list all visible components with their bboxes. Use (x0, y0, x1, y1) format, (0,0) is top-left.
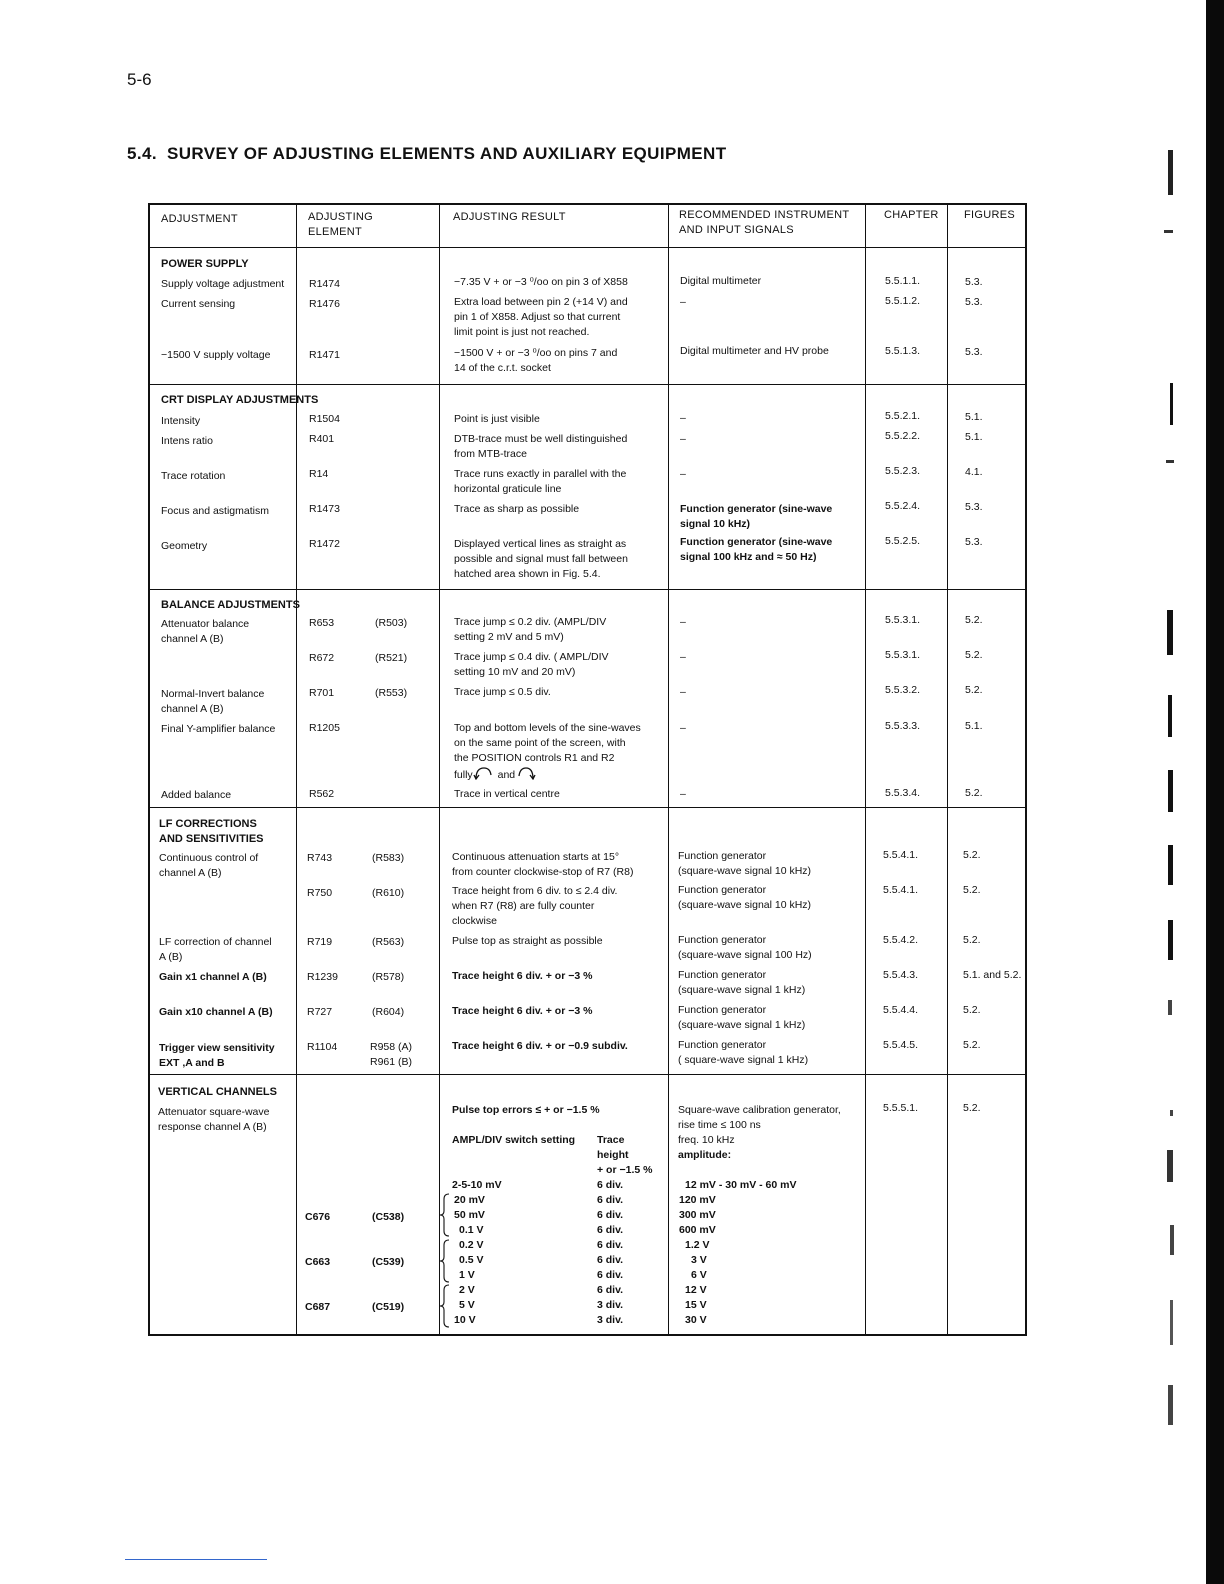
chapter-ref: 5.5.4.1. (883, 849, 919, 861)
header-element: ADJUSTING ELEMENT (308, 211, 374, 238)
adjusting-element-b: (R604) (372, 1006, 405, 1018)
adjusting-element-b: (R563) (372, 936, 405, 948)
switch-setting: 10 V (454, 1314, 476, 1326)
adjusting-result: Continuous attenuation starts at 15° from counter clockwise-stop of R7 (R8) (452, 851, 634, 878)
chapter-ref: 5.5.2.4. (885, 500, 921, 512)
header-instrument: RECOMMENDED INSTRUMENT AND INPUT SIGNALS (679, 209, 850, 236)
amplitude: 1.2 V (685, 1239, 710, 1251)
adjustment-label: Gain x10 channel A (B) (159, 1006, 273, 1018)
section-heading (127, 144, 726, 164)
chapter-ref: 5.5.4.5. (883, 1039, 919, 1051)
amplitude: 3 V (691, 1254, 707, 1266)
instrument: – (680, 468, 686, 480)
adjusting-result-header: Pulse top errors ≤ + or −1.5 % (452, 1104, 600, 1116)
adjusting-element-b: (R583) (372, 852, 405, 864)
adjusting-element-b: (C538) (372, 1211, 405, 1223)
section-title: SURVEY OF ADJUSTING ELEMENTS AND AUXILIARY EQUIPMENT (166, 144, 727, 163)
adjusting-element-b: (R521) (375, 652, 408, 664)
figure-ref: 5.2. (965, 614, 983, 626)
col-divider (439, 205, 440, 1334)
adjusting-element: R701 (309, 687, 335, 699)
instrument: Function generator (square-wave signal 100 Hz) (678, 934, 812, 961)
switch-setting: 0.1 V (459, 1224, 484, 1236)
adjusting-element: R1205 (309, 722, 340, 734)
adjustment-table (148, 203, 1027, 1336)
switch-setting: 0.5 V (459, 1254, 484, 1266)
instrument: Function generator (sine-wave signal 100 kHz and ≈ 50 Hz) (680, 536, 833, 563)
adjusting-result: −7.35 V + or −3 ⁰/oo on pin 3 of X858 (454, 276, 628, 288)
switch-setting-header: AMPL/DIV switch setting (452, 1134, 576, 1146)
adjustment-label: Attenuator balance channel A (B) (161, 618, 250, 645)
instrument: Function generator ( square-wave signal 1 kHz) (678, 1039, 809, 1066)
adjusting-element-b: (C519) (372, 1301, 405, 1313)
figure-ref: 5.3. (965, 276, 983, 288)
adjustment-label: Trigger view sensitivity EXT ,A and B (159, 1042, 275, 1069)
adjustment-label: Continuous control of channel A (B) (159, 852, 259, 879)
adjusting-element: R743 (307, 852, 333, 864)
section-balance: BALANCE ADJUSTMENTS (161, 599, 300, 611)
adjusting-result: Pulse top as straight as possible (452, 935, 603, 947)
row-divider (150, 247, 1025, 248)
footnote-rule (125, 1559, 267, 1560)
figure-ref: 5.1. (965, 411, 983, 423)
section-number: 5.4. (127, 144, 157, 163)
adjustment-label: Focus and astigmatism (161, 505, 269, 517)
instrument: – (680, 616, 686, 628)
adjusting-element: R1471 (309, 349, 340, 361)
header-result: ADJUSTING RESULT (453, 211, 566, 223)
adjusting-element: R1476 (309, 298, 340, 310)
chapter-ref: 5.5.1.1. (885, 275, 921, 287)
chapter-ref: 5.5.1.2. (885, 295, 921, 307)
row-divider (150, 589, 1025, 590)
switch-setting: 2-5-10 mV (452, 1179, 502, 1191)
col-divider (296, 205, 297, 1334)
trace-height: 6 div. (597, 1269, 624, 1281)
instrument: – (680, 722, 686, 734)
amplitude: 15 V (685, 1299, 707, 1311)
adjustment-label: Normal-Invert balance channel A (B) (161, 688, 265, 715)
adjusting-result: Top and bottom levels of the sine-waves on the same point of the screen, with the POSITION controls R1 and R2 fully and (454, 722, 641, 781)
adjusting-element: C687 (305, 1301, 331, 1313)
adjusting-result: Trace height 6 div. + or −3 % (452, 1005, 593, 1017)
adjusting-element: R401 (309, 433, 335, 445)
figure-ref: 5.3. (965, 296, 983, 308)
adjusting-element: C676 (305, 1211, 331, 1223)
adjusting-element: R562 (309, 788, 335, 800)
chapter-ref: 5.5.2.1. (885, 410, 921, 422)
header-figures: FIGURES (964, 209, 1015, 221)
trace-height: 3 div. (597, 1299, 624, 1311)
instrument: – (680, 788, 686, 800)
adjusting-result: DTB-trace must be well distinguished from MTB-trace (454, 433, 628, 460)
adjusting-element-b: (C539) (372, 1256, 405, 1268)
adjusting-element: R653 (309, 617, 335, 629)
adjusting-result: −1500 V + or −3 ⁰/oo on pins 7 and 14 of the c.r.t. socket (454, 347, 618, 374)
instrument: Function generator (square-wave signal 1 kHz) (678, 1004, 806, 1031)
adjusting-element: R719 (307, 936, 333, 948)
adjusting-element-b: (R553) (375, 687, 408, 699)
chapter-ref: 5.5.5.1. (883, 1102, 919, 1114)
chapter-ref: 5.5.3.1. (885, 649, 921, 661)
row-divider (150, 807, 1025, 808)
figure-ref: 5.2. (963, 934, 981, 946)
instrument: Function generator (square-wave signal 1 kHz) (678, 969, 806, 996)
figure-ref: 5.2. (965, 649, 983, 661)
adjusting-element: C663 (305, 1256, 331, 1268)
adjusting-element-b: (R578) (372, 971, 405, 983)
switch-setting: 50 mV (454, 1209, 485, 1221)
adjusting-result: Trace in vertical centre (454, 788, 560, 800)
col-divider (947, 205, 948, 1334)
adjustment-label: LF correction of channel A (B) (159, 936, 272, 963)
instrument: – (680, 433, 686, 445)
section-power-supply: POWER SUPPLY (161, 258, 249, 270)
chapter-ref: 5.5.1.3. (885, 345, 921, 357)
brace-icon (439, 1239, 451, 1283)
adjusting-element-b: (R610) (372, 887, 405, 899)
figure-ref: 5.2. (965, 684, 983, 696)
section-vertical-channels: VERTICAL CHANNELS (158, 1086, 277, 1098)
figure-ref: 5.2. (963, 849, 981, 861)
adjustment-label: Attenuator square-wave response channel A (B) (158, 1106, 270, 1133)
scan-edge-artifact (1134, 0, 1224, 1584)
figure-ref: 5.2. (963, 1102, 981, 1114)
adjusting-result: Extra load between pin 2 (+14 V) and pin 1 of X858. Adjust so that current limit point is just not reached. (454, 296, 628, 338)
switch-setting: 5 V (459, 1299, 475, 1311)
figure-ref: 5.1. (965, 431, 983, 443)
adjusting-element: R1504 (309, 413, 340, 425)
adjusting-element: R1239 (307, 971, 338, 983)
amplitude: 120 mV (679, 1194, 716, 1206)
amplitude: 600 mV (679, 1224, 716, 1236)
trace-height: 3 div. (597, 1314, 624, 1326)
adjusting-result: Trace height 6 div. + or −3 % (452, 970, 593, 982)
header-adjustment: ADJUSTMENT (161, 213, 238, 225)
adjustment-label: Trace rotation (161, 470, 226, 482)
adjustment-label: Intensity (161, 415, 201, 427)
adjusting-result: Trace jump ≤ 0.4 div. ( AMPL/DIV setting 10 mV and 20 mV) (454, 651, 609, 678)
adjusting-element: R14 (309, 468, 329, 480)
trace-height: 6 div. (597, 1239, 624, 1251)
adjusting-result: Trace height from 6 div. to ≤ 2.4 div. when R7 (R8) are fully counter clockwise (452, 885, 618, 927)
header-chapter: CHAPTER (884, 209, 939, 221)
instrument: Function generator (square-wave signal 10 kHz) (678, 884, 812, 911)
instrument: – (680, 296, 686, 308)
chapter-ref: 5.5.2.2. (885, 430, 921, 442)
chapter-ref: 5.5.2.3. (885, 465, 921, 477)
trace-height-header: Trace height + or −1.5 % (597, 1134, 653, 1176)
switch-setting: 2 V (459, 1284, 475, 1296)
trace-height: 6 div. (597, 1209, 624, 1221)
page-number: 5-6 (127, 70, 152, 89)
figure-ref: 5.1. (965, 720, 983, 732)
instrument: Square-wave calibration generator, rise time ≤ 100 ns freq. 10 kHz amplitude: (678, 1104, 841, 1161)
figure-ref: 5.2. (965, 787, 983, 799)
chapter-ref: 5.5.3.2. (885, 684, 921, 696)
adjusting-result: Trace jump ≤ 0.5 div. (454, 686, 551, 698)
figure-ref: 4.1. (965, 466, 983, 478)
adjustment-label: Gain x1 channel A (B) (159, 971, 267, 983)
adjustment-label: Geometry (161, 540, 208, 552)
instrument: – (680, 686, 686, 698)
adjustment-label: Current sensing (161, 298, 236, 310)
adjusting-result: Trace runs exactly in parallel with the horizontal graticule line (454, 468, 627, 495)
figure-ref: 5.3. (965, 501, 983, 513)
adjusting-result: Trace jump ≤ 0.2 div. (AMPL/DIV setting 2 mV and 5 mV) (454, 616, 607, 643)
brace-icon (439, 1284, 451, 1328)
amplitude: 12 V (685, 1284, 707, 1296)
amplitude: 30 V (685, 1314, 707, 1326)
adjusting-element-b: R958 (A) R961 (B) (370, 1041, 413, 1068)
instrument: Function generator (sine-wave signal 10 kHz) (680, 503, 833, 530)
adjusting-element: R750 (307, 887, 333, 899)
adjusting-element: R1473 (309, 503, 340, 515)
adjustment-label: Final Y-amplifier balance (161, 723, 276, 735)
instrument: Digital multimeter (680, 275, 762, 287)
amplitude: 12 mV - 30 mV - 60 mV (685, 1179, 797, 1191)
trace-height: 6 div. (597, 1194, 624, 1206)
row-divider (150, 384, 1025, 385)
chapter-ref: 5.5.4.4. (883, 1004, 919, 1016)
switch-setting: 0.2 V (459, 1239, 484, 1251)
switch-setting: 20 mV (454, 1194, 485, 1206)
adjusting-element: R1474 (309, 278, 340, 290)
amplitude: 6 V (691, 1269, 707, 1281)
chapter-ref: 5.5.3.4. (885, 787, 921, 799)
figure-ref: 5.2. (963, 1004, 981, 1016)
adjusting-result: Trace as sharp as possible (454, 503, 580, 515)
row-divider (150, 1074, 1025, 1075)
instrument: – (680, 651, 686, 663)
chapter-ref: 5.5.4.3. (883, 969, 919, 981)
adjustment-label: Supply voltage adjustment (161, 278, 285, 290)
chapter-ref: 5.5.3.3. (885, 720, 921, 732)
section-crt-display: CRT DISPLAY ADJUSTMENTS (161, 394, 319, 406)
trace-height: 6 div. (597, 1284, 624, 1296)
brace-icon (439, 1193, 451, 1237)
figure-ref: 5.1. and 5.2. (963, 969, 1022, 981)
trace-height: 6 div. (597, 1254, 624, 1266)
col-divider (865, 205, 866, 1334)
switch-setting: 1 V (459, 1269, 475, 1281)
chapter-ref: 5.5.3.1. (885, 614, 921, 626)
adjusting-result: Point is just visible (454, 413, 540, 425)
adjusting-result: Trace height 6 div. + or −0.9 subdiv. (452, 1040, 628, 1052)
section-lf-corrections: LF CORRECTIONS AND SENSITIVITIES (159, 818, 264, 845)
trace-height: 6 div. (597, 1179, 624, 1191)
figure-ref: 5.2. (963, 1039, 981, 1051)
col-divider (668, 205, 669, 1334)
cw-rotation-icon (515, 766, 537, 780)
chapter-ref: 5.5.4.2. (883, 934, 919, 946)
adjusting-element: R1104 (307, 1041, 338, 1053)
instrument: Digital multimeter and HV probe (680, 345, 829, 357)
figure-ref: 5.3. (965, 536, 983, 548)
adjusting-element: R727 (307, 1006, 333, 1018)
adjustment-label: Added balance (161, 789, 232, 801)
chapter-ref: 5.5.2.5. (885, 535, 921, 547)
adjusting-element: R672 (309, 652, 335, 664)
amplitude: 300 mV (679, 1209, 716, 1221)
trace-height: 6 div. (597, 1224, 624, 1236)
adjustment-label: Intens ratio (161, 435, 213, 447)
ccw-rotation-icon (473, 766, 495, 780)
instrument: Function generator (square-wave signal 10 kHz) (678, 850, 812, 877)
adjusting-element-b: (R503) (375, 617, 408, 629)
chapter-ref: 5.5.4.1. (883, 884, 919, 896)
adjusting-result: Displayed vertical lines as straight as possible and signal must fall between hatched area shown in Fig. 5.4. (454, 538, 628, 580)
instrument: – (680, 412, 686, 424)
figure-ref: 5.2. (963, 884, 981, 896)
adjustment-label: −1500 V supply voltage (161, 349, 271, 361)
adjusting-element: R1472 (309, 538, 340, 550)
figure-ref: 5.3. (965, 346, 983, 358)
